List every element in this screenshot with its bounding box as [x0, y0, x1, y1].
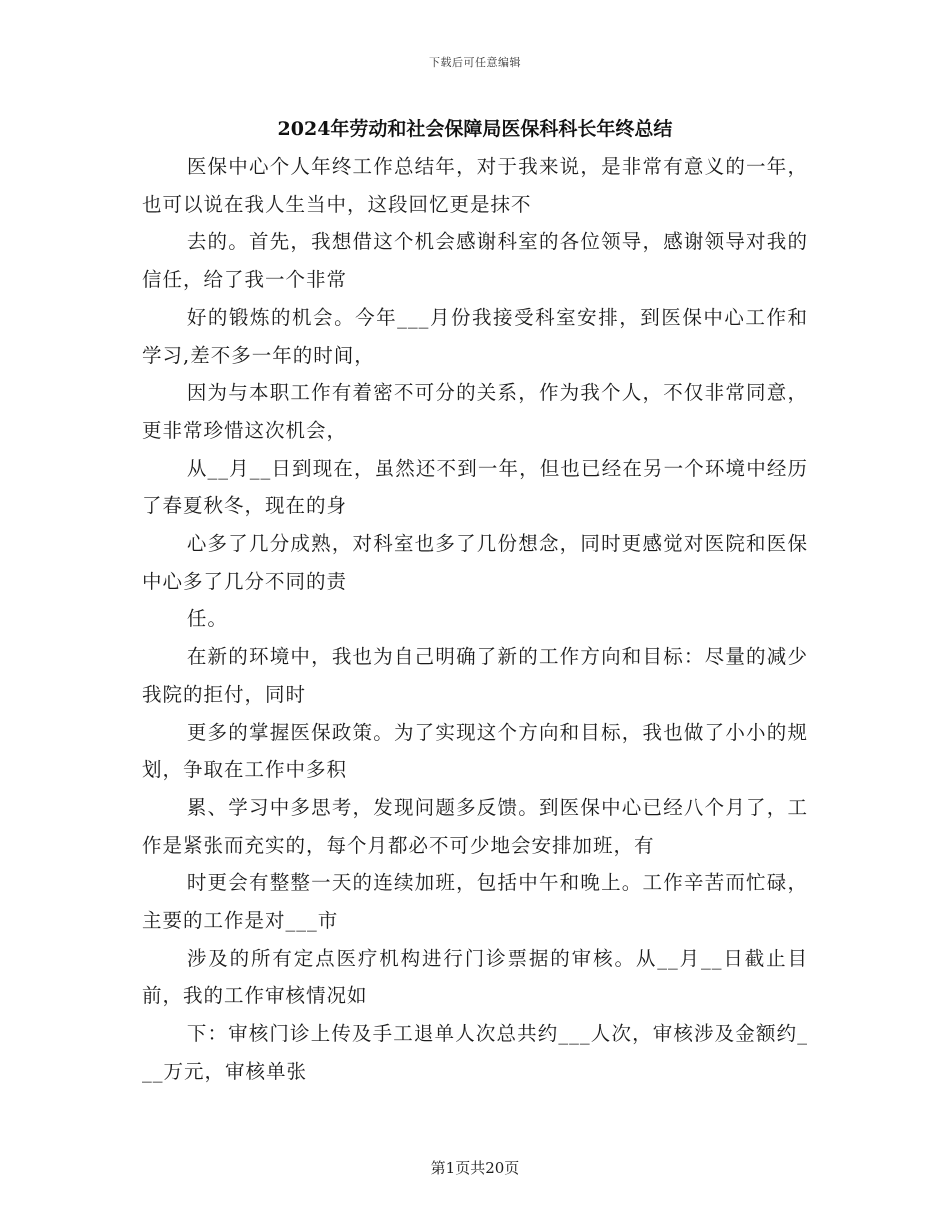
paragraph: 心多了几分成熟，对科室也多了几份想念，同时更感觉对医院和医保中心多了几分不同的责	[142, 532, 808, 593]
paragraph: 时更会有整整一天的连续加班，包括中午和晚上。工作辛苦而忙碌，主要的工作是对___市	[142, 871, 808, 933]
paragraph: 累、学习中多思考，发现问题多反馈。到医保中心已经八个月了，工作是紧张而充实的，每个月都必不可少地会安排加班，有	[142, 795, 808, 857]
document-title: 2024年劳动和社会保障局医保科科长年终总结	[277, 118, 673, 140]
paragraph: 下：审核门诊上传及手工退单人次总共约___人次，审核涉及金额约___万元，审核单张	[142, 1022, 808, 1083]
header-note: 下载后可任意编辑	[429, 56, 521, 69]
paragraph: 更多的掌握医保政策。为了实现这个方向和目标，我也做了小小的规划，争取在工作中多积	[142, 720, 808, 782]
paragraph: 任。	[186, 607, 228, 631]
paragraph: 去的。首先，我想借这个机会感谢科室的各位领导，感谢领导对我的信任，给了我一个非常	[142, 230, 808, 292]
paragraph: 医保中心个人年终工作总结年，对于我来说，是非常有意义的一年，也可以说在我人生当中，这段回忆更是抹不	[142, 155, 808, 216]
paragraph: 因为与本职工作有着密不可分的关系，作为我个人，不仅非常同意，更非常珍惜这次机会，	[142, 381, 808, 442]
document-body	[142, 148, 808, 1091]
paragraph: 在新的环境中，我也为自己明确了新的工作方向和目标：尽量的减少我院的拒付，同时	[142, 645, 808, 706]
paragraph: 从__月__日到现在，虽然还不到一年，但也已经在另一个环境中经历了春夏秋冬，现在的身	[142, 456, 808, 518]
paragraph: 涉及的所有定点医疗机构进行门诊票据的审核。从__月__日截止目前，我的工作审核情况如	[142, 946, 808, 1008]
paragraph: 好的锻炼的机会。今年___月份我接受科室安排，到医保中心工作和学习,差不多一年的时间，	[142, 305, 808, 367]
page-number: 第1页共20页	[430, 1159, 520, 1177]
